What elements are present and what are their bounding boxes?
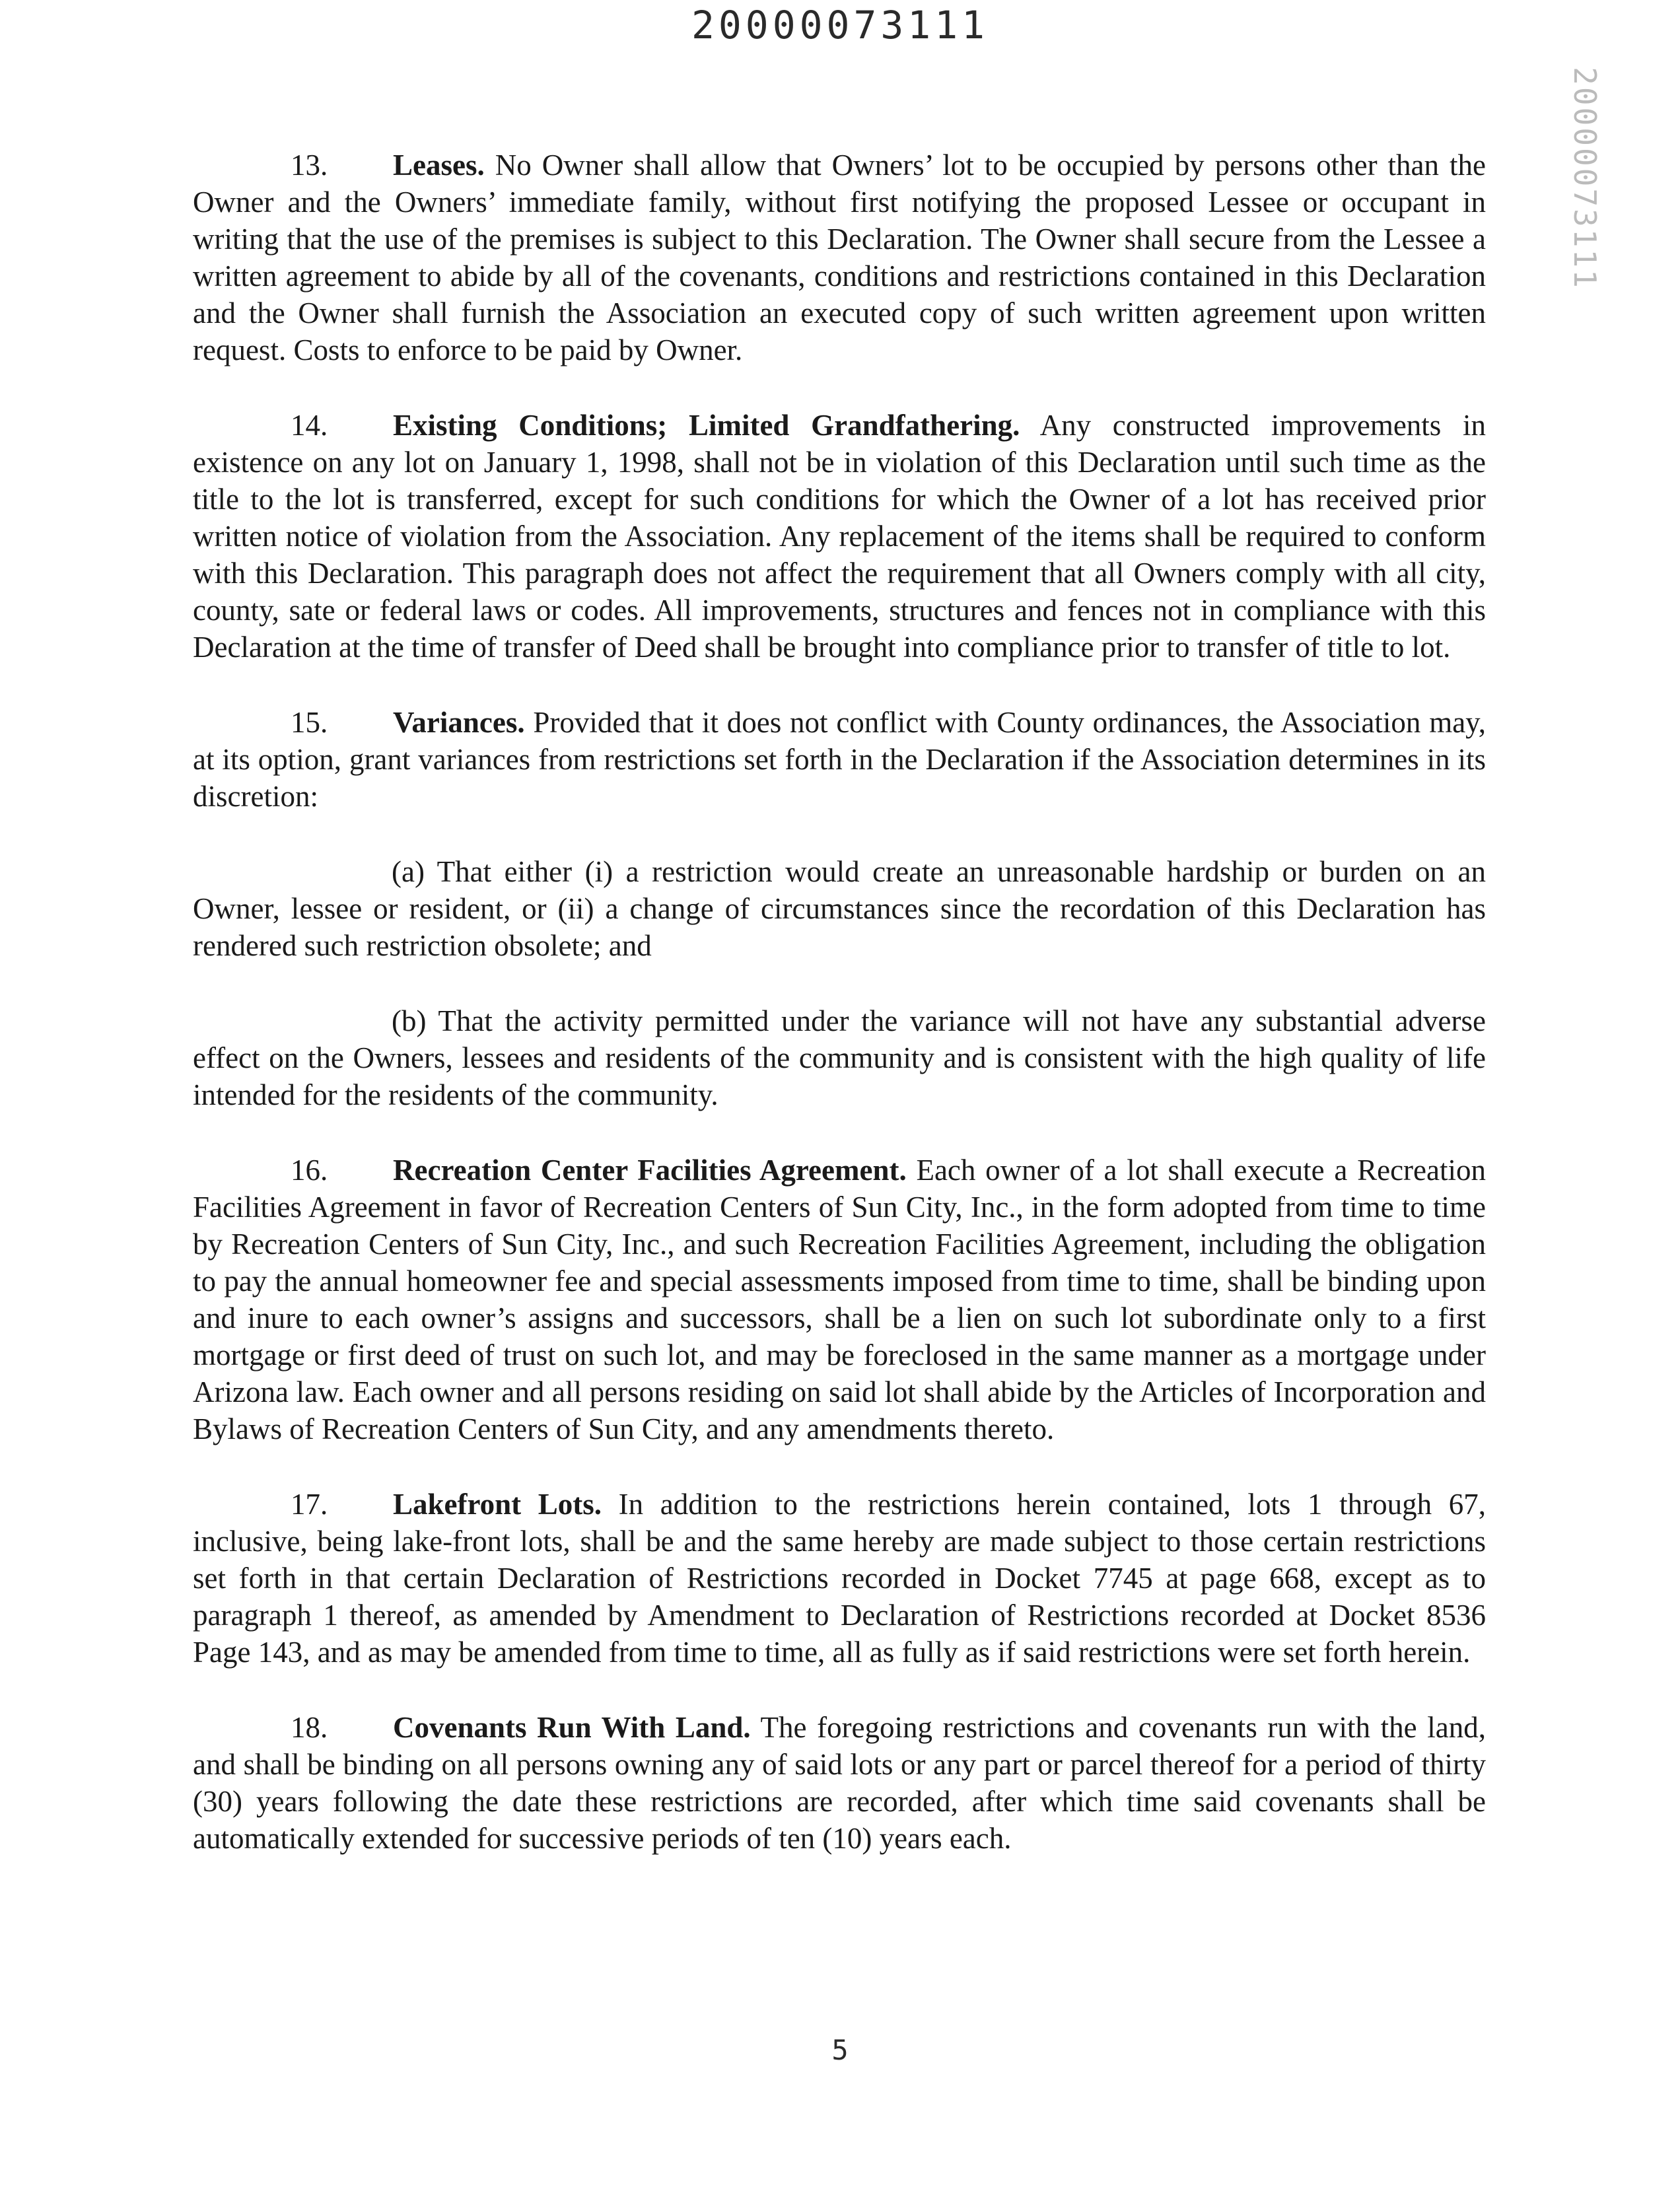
subparagraph-b: (b) That the activity permitted under the variance will not have any substantial adverse effect on the Owners, lessees and residents of the community and is consistent with the high quality of life intended for the residents of the community. — [193, 1004, 1486, 1111]
paragraph-text: The foregoing restrictions and covenants run with the land, and shall be binding on all persons owning any of said lots or any part or parcel thereof for a period of thirty (30) years following the date these restrictions are recorded, after which time said covenants shall be automatically extended for successive periods of ten (10) years each. — [193, 1711, 1486, 1855]
document-number: 20000073111 — [691, 3, 989, 48]
side-stamp — [1565, 67, 1605, 290]
paragraph-13 — [193, 147, 1486, 368]
paragraph-heading: Variances. — [393, 706, 525, 739]
page-number: 5 — [831, 2034, 849, 2066]
paragraph-text: No Owner shall allow that Owners’ lot to be occupied by persons other than the Owner and the Owners’ immediate family, without first notifying the proposed Lessee or occupant in writing that the use of the premises is subject to this Declaration. The Owner shall secure from the Lessee a written agreement to abide by all of the covenants, conditions and restrictions contained in this Declaration and the Owner shall furnish the Association an executed copy of such written agreement upon written request. Costs to enforce to be paid by Owner. — [193, 149, 1486, 366]
paragraph-text: Any constructed improvements in existence on any lot on January 1, 1998, shall not be in violation of this Declaration until such time as the title to the lot is transferred, except for such conditions for which the Owner of a lot has received prior written notice of violation from the Association. Any replacement of the items shall be required to conform with this Declaration. This paragraph does not affect the requirement that all Owners comply with all city, county, sate or federal laws or codes. All improvements, structures and fences not in compliance with this Declaration at the time of transfer of Deed shall be brought into compliance prior to transfer of title to lot. — [193, 409, 1486, 664]
paragraph-heading: Leases. — [393, 149, 485, 182]
paragraph-text: In addition to the restrictions herein contained, lots 1 through 67, inclusive, being lake-front lots, shall be and the same hereby are made subject to those certain restrictions set forth in that certain Declaration of Restrictions recorded in Docket 7745 at page 668, except as to paragraph 1 thereof, as amended by Amendment to Declaration of Restrictions recorded at Docket 8536 Page 143, and as may be amended from time to time, all as fully as if said restrictions were set forth herein. — [193, 1488, 1486, 1669]
paragraph-15 — [193, 704, 1486, 815]
paragraph-18 — [193, 1709, 1486, 1857]
document-body — [193, 147, 1486, 1895]
paragraph-heading: Recreation Center Facilities Agreement. — [393, 1154, 907, 1187]
paragraph-14 — [193, 407, 1486, 666]
paragraph-number: 15. — [291, 706, 328, 739]
paragraph-number: 18. — [291, 1711, 328, 1744]
paragraph-number: 13. — [291, 149, 328, 182]
paragraph-text: Each owner of a lot shall execute a Recreation Facilities Agreement in favor of Recreation Centers of Sun City, Inc., in the form adopted from time to time by Recreation Centers of Sun City, Inc., and such Recreation Facilities Agreement, including the obligation to pay the annual homeowner fee and special assessments imposed from time to time, shall be binding upon and inure to each owner’s assigns and successors, shall be a lien on such lot subordinate only to a first mortgage or first deed of trust on such lot, and may be foreclosed in the same manner as a mortgage under Arizona law. Each owner and all persons residing on said lot shall abide by the Articles of Incorporation and Bylaws of Recreation Centers of Sun City, and any amendments thereto. — [193, 1154, 1486, 1445]
paragraph-heading: Lakefront Lots. — [393, 1488, 602, 1521]
paragraph-16 — [193, 1152, 1486, 1447]
paragraph-heading: Existing Conditions; Limited Grandfathering. — [393, 409, 1020, 442]
subparagraph-a: (a) That either (i) a restriction would create an unreasonable hardship or burden on an Owner, lessee or resident, or (ii) a change of circumstances since the recordation of this Declaration has rendered such restriction obsolete; and — [193, 855, 1486, 962]
paragraph-number: 16. — [291, 1154, 328, 1187]
paragraph-heading: Covenants Run With Land. — [393, 1711, 751, 1744]
paragraph-17 — [193, 1486, 1486, 1671]
paragraph-number: 14. — [291, 409, 328, 442]
side-stamp-text: 20000073111 — [1567, 67, 1603, 290]
paragraph-text: Provided that it does not conflict with County ordinances, the Association may, at its option, grant variances from restrictions set forth in the Declaration if the Association determines in its discretion: — [193, 706, 1486, 813]
paragraph-number: 17. — [291, 1488, 328, 1521]
